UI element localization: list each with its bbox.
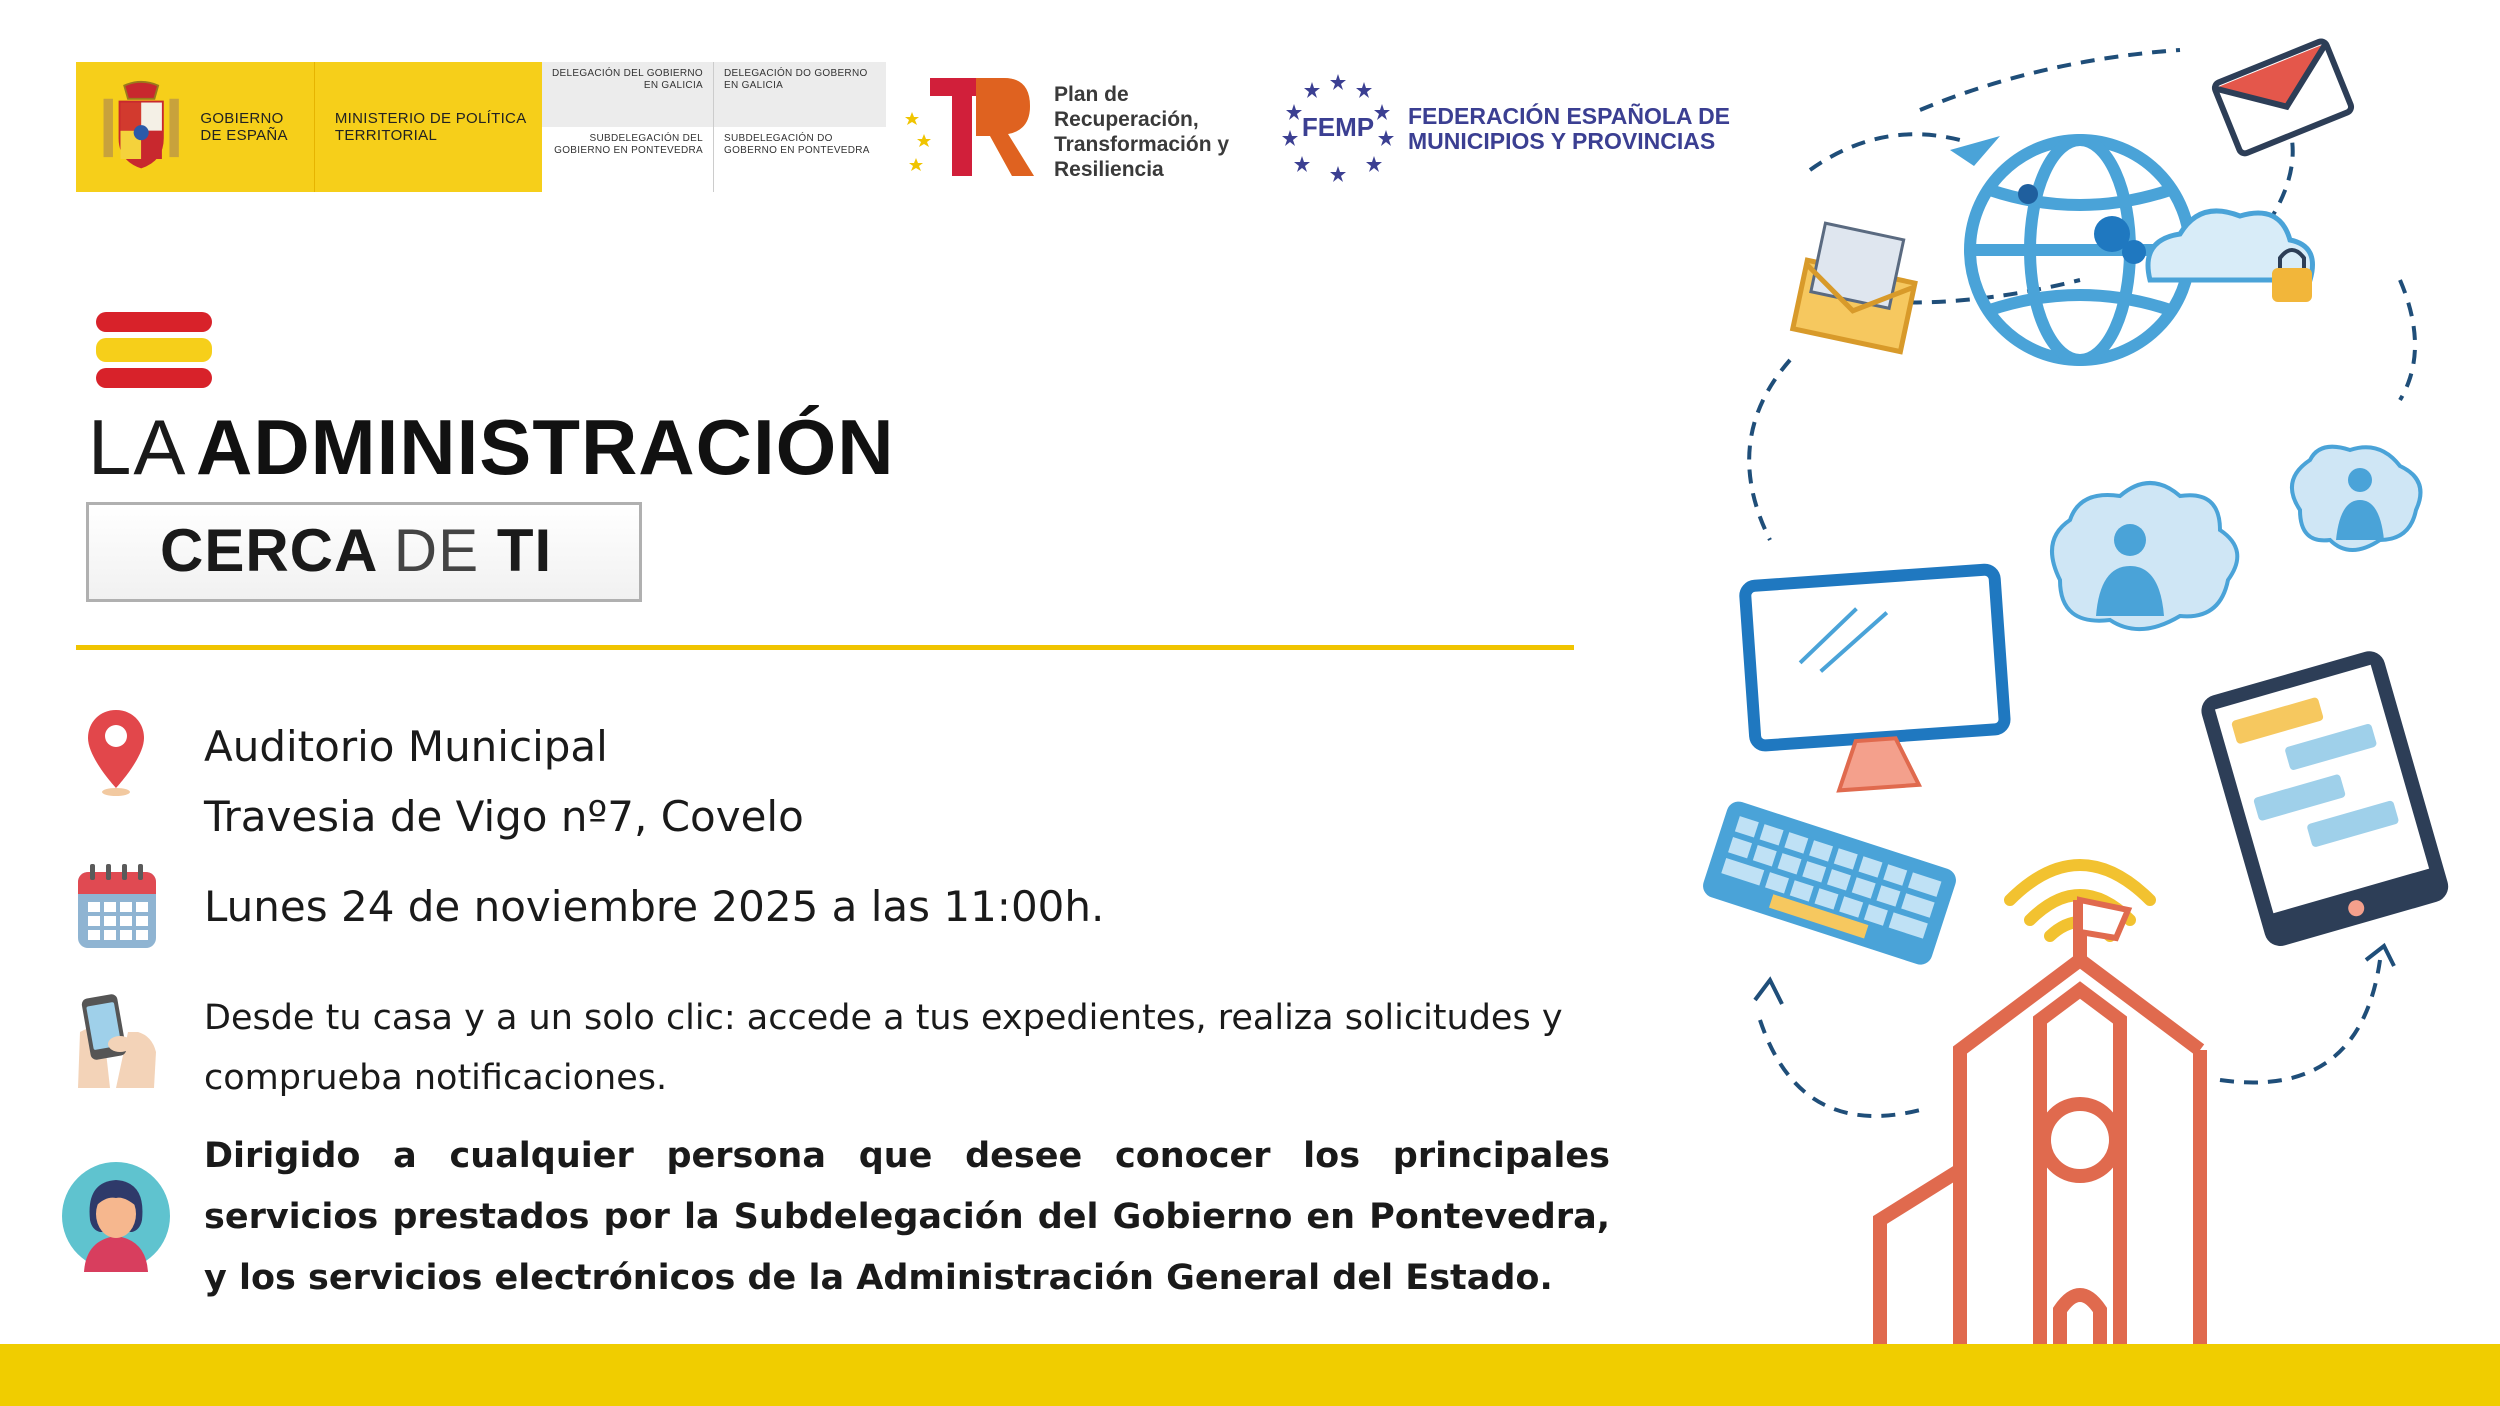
dashed-path [2220, 960, 2380, 1083]
delegation-gl-text: DELEGACIÓN DO GOBERNO EN GALICIA [714, 62, 886, 127]
femp-logo-letters: FEMP [1301, 112, 1375, 142]
cloud-lock-icon [2148, 211, 2313, 302]
digital-services-illustration [1660, 20, 2450, 1344]
dashed-path [1810, 134, 1960, 170]
dashed-path [2400, 280, 2415, 400]
person-avatar-icon [60, 1160, 172, 1272]
arrow-icon [1755, 980, 1782, 1004]
delegation-es-text: DELEGACIÓN DEL GOBIERNO EN GALICIA [542, 62, 714, 127]
dashed-path [1760, 1020, 1920, 1116]
town-hall-icon [1880, 900, 2200, 1344]
divider [314, 62, 315, 192]
tablet-icon [2198, 647, 2450, 949]
monitor-icon [1745, 569, 2009, 796]
network-node [2018, 184, 2038, 204]
description-text: Desde tu casa y a un solo clic: accede a tus expedientes, realiza solicitudes y comprueba notificaciones. [204, 998, 1563, 1098]
ministry-text: MINISTERIO DE POLÍTICA TERRITORIAL [334, 110, 526, 144]
keyboard-icon [1700, 798, 1959, 967]
event-date-text: Lunes 24 de noviembre 2025 a las 11:00h. [204, 882, 1105, 931]
gobierno-de-espana-text: GOBIERNO DE ESPAÑA [200, 110, 288, 144]
smartphone-hand-icon [76, 992, 160, 1092]
subdelegation-gl-text: SUBDELEGACIÓN DO GOBERNO EN PONTEVEDRA [714, 127, 886, 192]
address-text: Travesia de Vigo nº7, Covelo [204, 792, 804, 841]
cerca-word: CERCA [160, 517, 377, 584]
femp-star-ring-icon [1278, 68, 1398, 188]
bottom-yellow-bar [0, 1344, 2500, 1406]
user-chat-bubble-icon [2292, 447, 2420, 550]
venue-text: Auditorio Municipal [204, 722, 608, 771]
femp-text: FEDERACIÓN ESPAÑOLA DE MUNICIPIOS Y PROVINCIAS [1408, 103, 1731, 154]
cerca-de-ti-text [160, 516, 552, 585]
government-logo-block [76, 62, 886, 192]
coat-of-arms-icon [96, 77, 186, 177]
calendar-icon [76, 864, 158, 950]
flag-yellow-bar [96, 338, 212, 362]
network-node [2122, 240, 2146, 264]
prtr-emblem-icon [904, 72, 1054, 182]
dashed-path [1749, 360, 1790, 540]
user-chat-bubble-icon [2052, 483, 2237, 629]
yellow-divider [76, 645, 1574, 650]
dashed-path [1920, 50, 2180, 110]
title-la: LA [88, 403, 188, 491]
de-word: DE [393, 517, 480, 584]
prtr-text: Plan de Recuperación, Transformación y Resiliencia [1054, 83, 1230, 181]
audience-text: Dirigido a cualquier persona que desee conocer los principales servicios prestados por la Subdelegación del Gobierno en Pontevedra, y los servicios electrónicos de la Administración General del Estado. [204, 1136, 1610, 1298]
delegation-grid [542, 62, 886, 192]
government-yellow-panel [76, 62, 542, 192]
map-pin-icon [86, 708, 146, 800]
flag-red-bar-bottom [96, 368, 212, 388]
prtr-logo [904, 72, 1244, 182]
ti-word: TI [496, 517, 553, 584]
title-administracion: ADMINISTRACIÓN [196, 403, 895, 491]
letter-envelope-icon [1793, 221, 1923, 351]
email-envelope-icon [2213, 40, 2353, 155]
subdelegation-es-text: SUBDELEGACIÓN DEL GOBIERNO EN PONTEVEDRA [542, 127, 714, 192]
flag-red-bar-top [96, 312, 212, 332]
flag-icon [2080, 900, 2128, 938]
